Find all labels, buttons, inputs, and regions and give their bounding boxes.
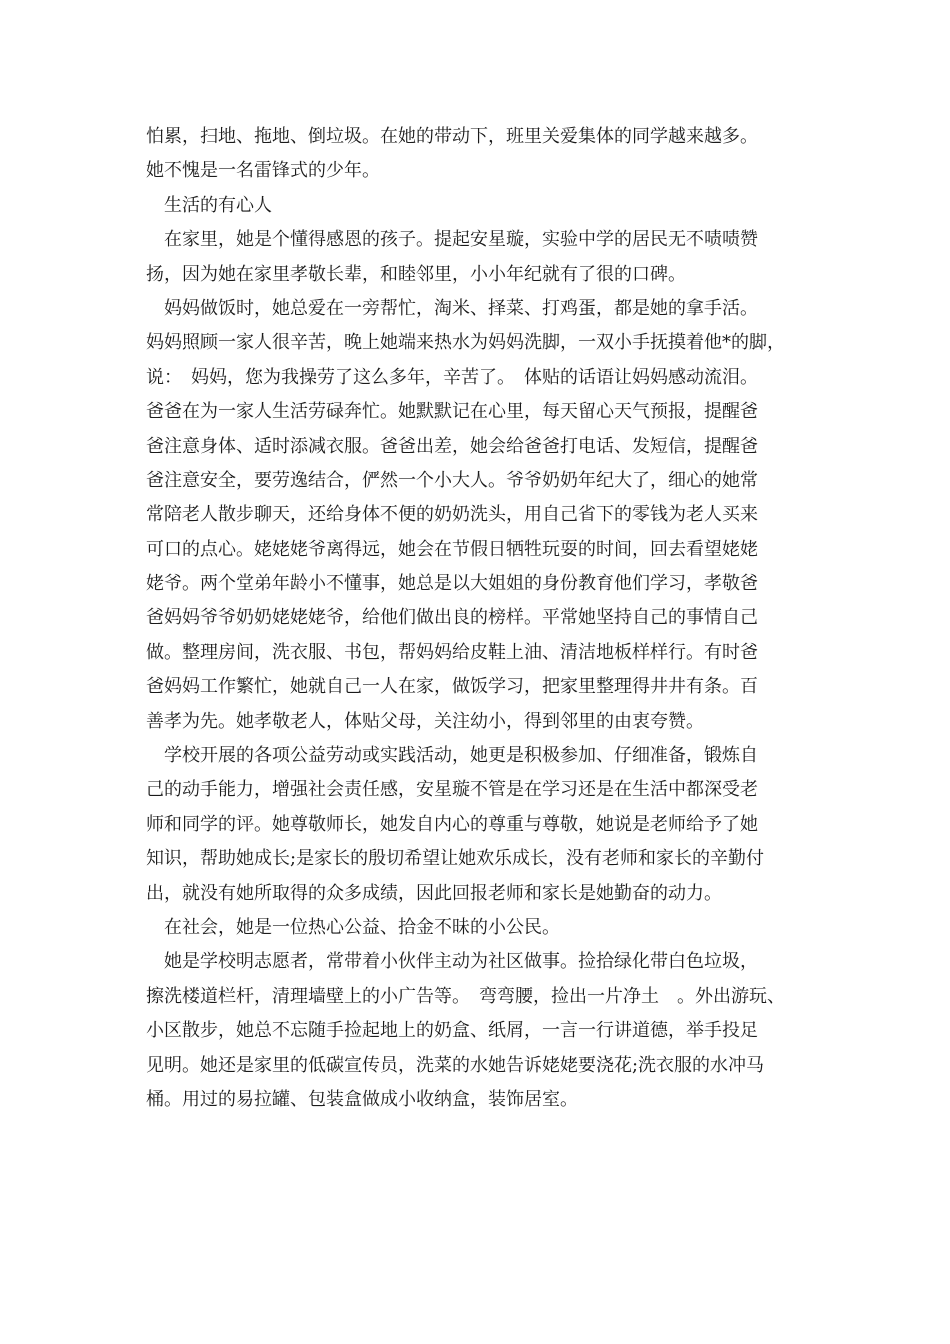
- text-line: 扬，因为她在家里孝敬长辈，和睦邻里，小小年纪就有了很的口碑。: [146, 263, 686, 285]
- text-line: 学校开展的各项公益劳动或实践活动，她更是积极参加、仔细准备，锻炼自: [146, 745, 758, 767]
- text-line: 做。整理房间，洗衣服、书包，帮妈妈给皮鞋上油、清洁地板样样行。有时爸: [146, 641, 758, 663]
- text-line: 她是学校明志愿者，常带着小伙伴主动为社区做事。捡拾绿化带白色垃圾，: [146, 951, 758, 973]
- text-line: 爸注意身体、适时添减衣服。爸爸出差，她会给爸爸打电话、发短信，提醒爸: [146, 435, 758, 457]
- text-line: 她不愧是一名雷锋式的少年。: [146, 160, 380, 182]
- text-line: 怕累，扫地、拖地、倒垃圾。在她的带动下，班里关爱集体的同学越来越多。: [146, 126, 758, 147]
- text-line: 爸注意安全，要劳逸结合，俨然一个小大人。爷爷奶奶年纪大了，细心的她常: [146, 469, 758, 491]
- text-line: 擦洗楼道栏杆，清理墙壁上的小广告等。 弯弯腰，捡出一片净土 。外出游玩、: [146, 985, 785, 1007]
- text-line: 见明。她还是家里的低碳宣传员，洗菜的水她告诉姥姥要浇花;洗衣服的水冲马: [146, 1054, 765, 1076]
- text-line: 爸妈妈爷爷奶奶姥姥姥爷，给他们做出良的榜样。平常她坚持自己的事情自己: [146, 607, 758, 629]
- text-line: 小区散步，她总不忘随手捡起地上的奶盒、纸屑，一言一行讲道德，举手投足: [146, 1020, 758, 1042]
- text-line: 出，就没有她所取得的众多成绩，因此回报老师和家长是她勤奋的动力。: [146, 882, 722, 904]
- document-body: [146, 120, 818, 1117]
- text-line: 生活的有心人: [146, 194, 272, 216]
- text-line: 善孝为先。她孝敬老人，体贴父母，关注幼小，得到邻里的由衷夸赞。: [146, 710, 704, 732]
- text-line: 己的动手能力，增强社会责任感，安星璇不管是在学习还是在生活中都深受老: [146, 779, 758, 801]
- text-line: 姥爷。两个堂弟年龄小不懂事，她总是以大姐姐的身份教育他们学习，孝敬爸: [146, 573, 758, 595]
- text-line: 在家里，她是个懂得感恩的孩子。提起安星璇，实验中学的居民无不啧啧赞: [146, 229, 758, 251]
- text-line: 常陪老人散步聊天，还给身体不便的奶奶洗头，用自己省下的零钱为老人买来: [146, 504, 758, 526]
- text-line: 桶。用过的易拉罐、包装盒做成小收纳盒，装饰居室。: [146, 1088, 578, 1110]
- text-line: 师和同学的评。她尊敬师长，她发自内心的尊重与尊敬，她说是老师给予了她: [146, 813, 758, 835]
- text-line: 在社会，她是一位热心公益、拾金不昧的小公民。: [146, 916, 560, 938]
- text-line: 可口的点心。姥姥姥爷离得远，她会在节假日牺牲玩耍的时间，回去看望姥姥: [146, 538, 758, 560]
- text-line: 知识，帮助她成长;是家长的殷切希望让她欢乐成长，没有老师和家长的辛勤付: [146, 848, 765, 870]
- text-line: 爸妈妈工作繁忙，她就自己一人在家，做饭学习，把家里整理得井井有条。百: [146, 676, 758, 698]
- text-line: 妈妈做饭时，她总爱在一旁帮忙，淘米、择菜、打鸡蛋，都是她的拿手活。: [146, 297, 758, 319]
- text-line: 妈妈照顾一家人很辛苦，晚上她端来热水为妈妈洗脚，一双小手抚摸着他*的脚，: [146, 332, 785, 354]
- text-line: 说： 妈妈，您为我操劳了这么多年，辛苦了。 体贴的话语让妈妈感动流泪。: [146, 366, 758, 388]
- text-line: 爸爸在为一家人生活劳碌奔忙。她默默记在心里，每天留心天气预报，提醒爸: [146, 401, 758, 423]
